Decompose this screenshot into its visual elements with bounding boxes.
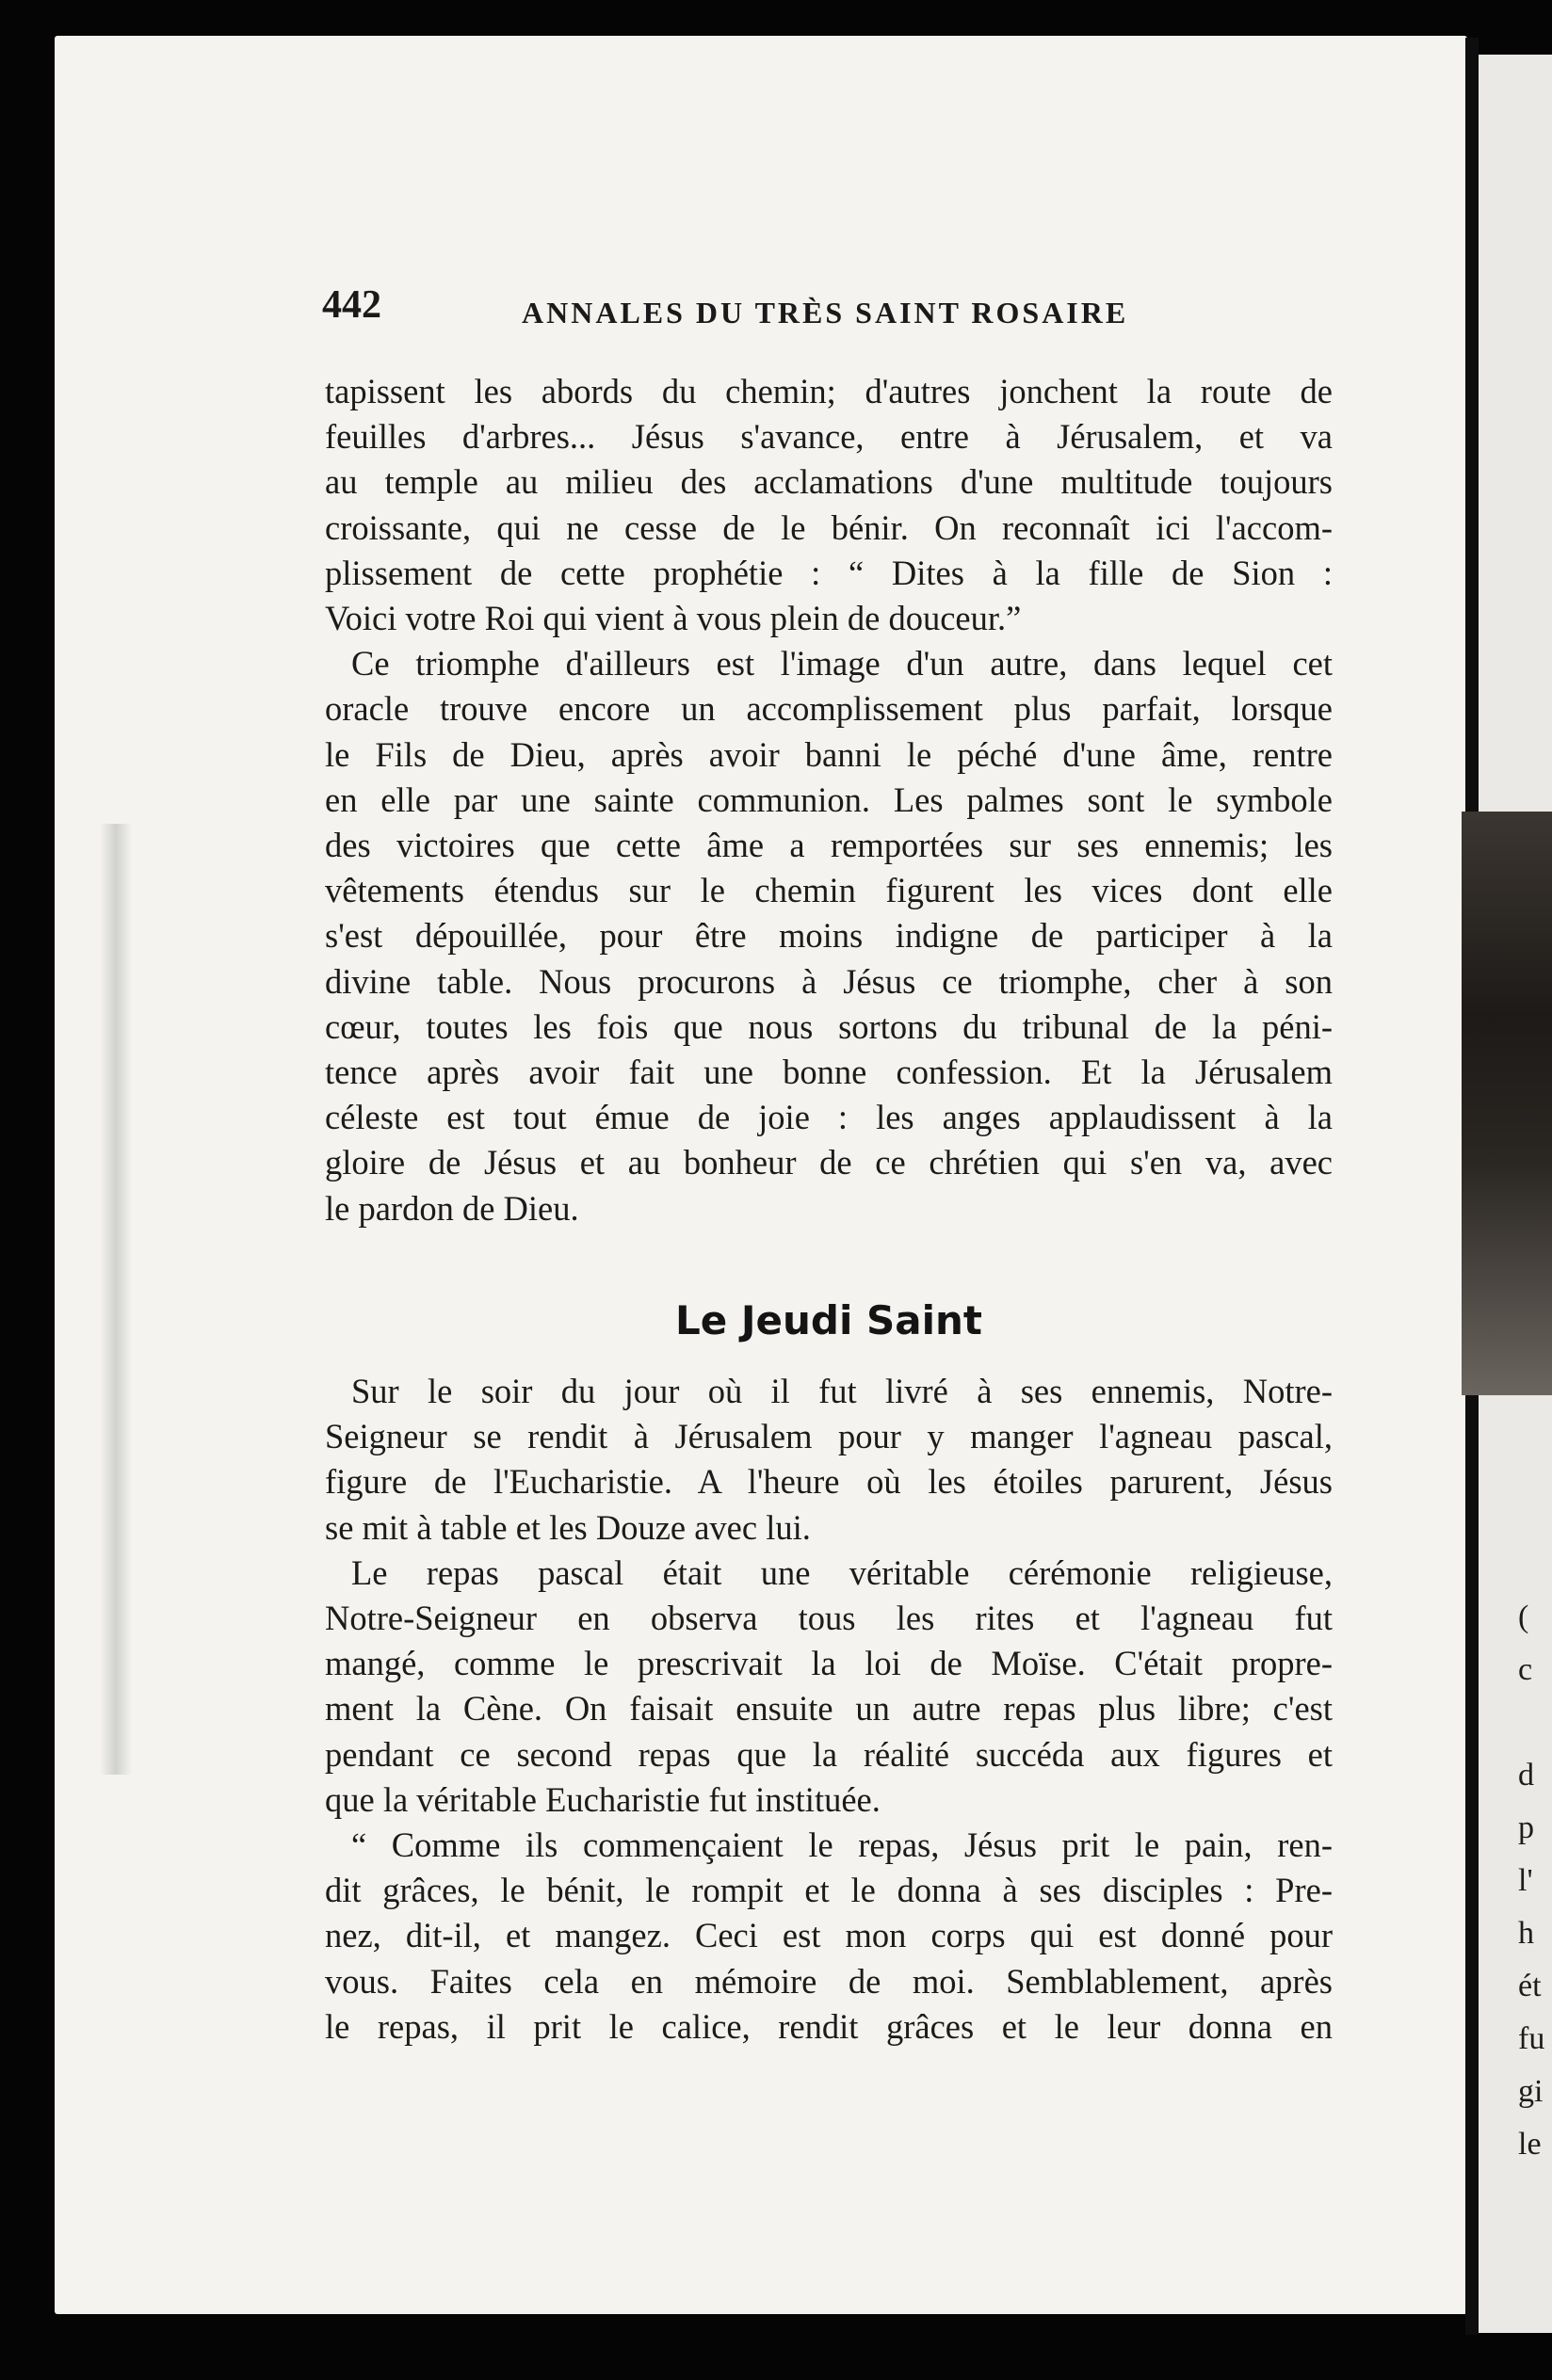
text-line: vêtements étendus sur le chemin figurent les vices dont elle (325, 871, 1333, 910)
text-line: s'est dépouillée, pour être moins indigne de participer à la (325, 916, 1333, 956)
text-line: dit grâces, le bénit, le rompit et le donna à ses disciples : Pre- (325, 1871, 1333, 1910)
text-line: croissante, qui ne cesse de le bénir. On reconnaît ici l'accom- (325, 507, 1333, 547)
text-line: des victoires que cette âme a remportées sur ses ennemis; les (325, 826, 1333, 865)
paragraph (325, 1369, 1333, 1551)
fragment-line (1518, 1697, 1552, 1749)
paragraph (325, 1823, 1333, 2050)
text-line: oracle trouve encore un accomplissement plus parfait, lorsque (325, 689, 1333, 729)
fragment-line: p (1518, 1810, 1534, 1845)
margin-shadow (100, 824, 132, 1775)
text-line: Voici votre Roi qui vient à vous plein de douceur.” (325, 599, 1022, 638)
facing-page-text-fragments (1518, 1591, 1552, 2171)
text-line: vous. Faites cela en mémoire de moi. Semblablement, après (325, 1961, 1333, 2001)
text-line: ment la Cène. On faisait ensuite un autre repas plus libre; c'est (325, 1689, 1333, 1729)
fragment-line: h (1518, 1916, 1534, 1951)
fragment-line: ( (1518, 1600, 1529, 1634)
paragraph (325, 1551, 1333, 1823)
text-line: pendant ce second repas que la réalité succéda aux figures et (325, 1734, 1333, 1774)
text-line: “ Comme ils commençaient le repas, Jésus prit le pain, ren- (351, 1825, 1333, 1865)
section-2-body (325, 1369, 1333, 2050)
text-line: Le repas pascal était une véritable cérémonie religieuse, (351, 1552, 1333, 1592)
fragment-line: gi (1518, 2074, 1544, 2109)
text-line: le repas, il prit le calice, rendit grâces et le leur donna en (325, 2006, 1333, 2046)
fragment-line: l' (1518, 1863, 1533, 1898)
fragment-line: d (1518, 1758, 1534, 1793)
text-line: Seigneur se rendit à Jérusalem pour y manger l'agneau pascal, (325, 1417, 1333, 1456)
text-line: en elle par une sainte communion. Les palmes sont le symbole (325, 780, 1333, 819)
text-line: divine table. Nous procurons à Jésus ce triomphe, cher à son (325, 961, 1333, 1001)
paragraph (325, 641, 1333, 1231)
text-line: au temple au milieu des acclamations d'une multitude toujours (325, 462, 1333, 502)
text-line: le pardon de Dieu. (325, 1188, 579, 1228)
text-line: se mit à table et les Douze avec lui. (325, 1507, 811, 1547)
page-number: 442 (322, 283, 381, 327)
fragment-line: ét (1518, 1969, 1542, 2003)
text-line: tapissent les abords du chemin; d'autres jonchent la route de (325, 372, 1333, 410)
fragment-line: c (1518, 1652, 1533, 1687)
fragment-line: fu (1518, 2021, 1545, 2056)
text-line: Notre-Seigneur en observa tous les rites et l'agneau fut (325, 1599, 1333, 1638)
text-line: nez, dit-il, et mangez. Ceci est mon corps qui est donné pour (325, 1916, 1333, 1955)
text-line: plissement de cette prophétie : “ Dites à la fille de Sion : (325, 553, 1333, 592)
paragraph (325, 369, 1333, 641)
text-line: gloire de Jésus et au bonheur de ce chrétien qui s'en va, avec (325, 1143, 1333, 1182)
section-title: Le Jeudi Saint (675, 1297, 982, 1343)
text-line: que la véritable Eucharistie fut instituée. (325, 1779, 881, 1819)
facing-page-photograph (1462, 812, 1552, 1395)
running-title: ANNALES DU TRÈS SAINT ROSAIRE (522, 296, 1129, 330)
text-line: le Fils de Dieu, après avoir banni le péché d'une âme, rentre (325, 734, 1333, 774)
text-line: céleste est tout émue de joie : les anges applaudissent à la (325, 1098, 1333, 1137)
section-1-body (325, 369, 1333, 1231)
fragment-line: le (1518, 2127, 1542, 2162)
text-line: cœur, toutes les fois que nous sortons du tribunal de la péni- (325, 1006, 1333, 1046)
text-line: Ce triomphe d'ailleurs est l'image d'un autre, dans lequel cet (351, 644, 1333, 683)
text-line: figure de l'Eucharistie. A l'heure où les étoiles parurent, Jésus (325, 1462, 1333, 1502)
text-line: Sur le soir du jour où il fut livré à ses ennemis, Notre- (351, 1372, 1333, 1410)
text-line: tence après avoir fait une bonne confession. Et la Jérusalem (325, 1053, 1333, 1092)
page-header (322, 282, 1358, 339)
text-line: mangé, comme le prescrivait la loi de Moïse. C'était propre- (325, 1644, 1333, 1683)
text-line: feuilles d'arbres... Jésus s'avance, entre à Jérusalem, et va (325, 417, 1333, 457)
